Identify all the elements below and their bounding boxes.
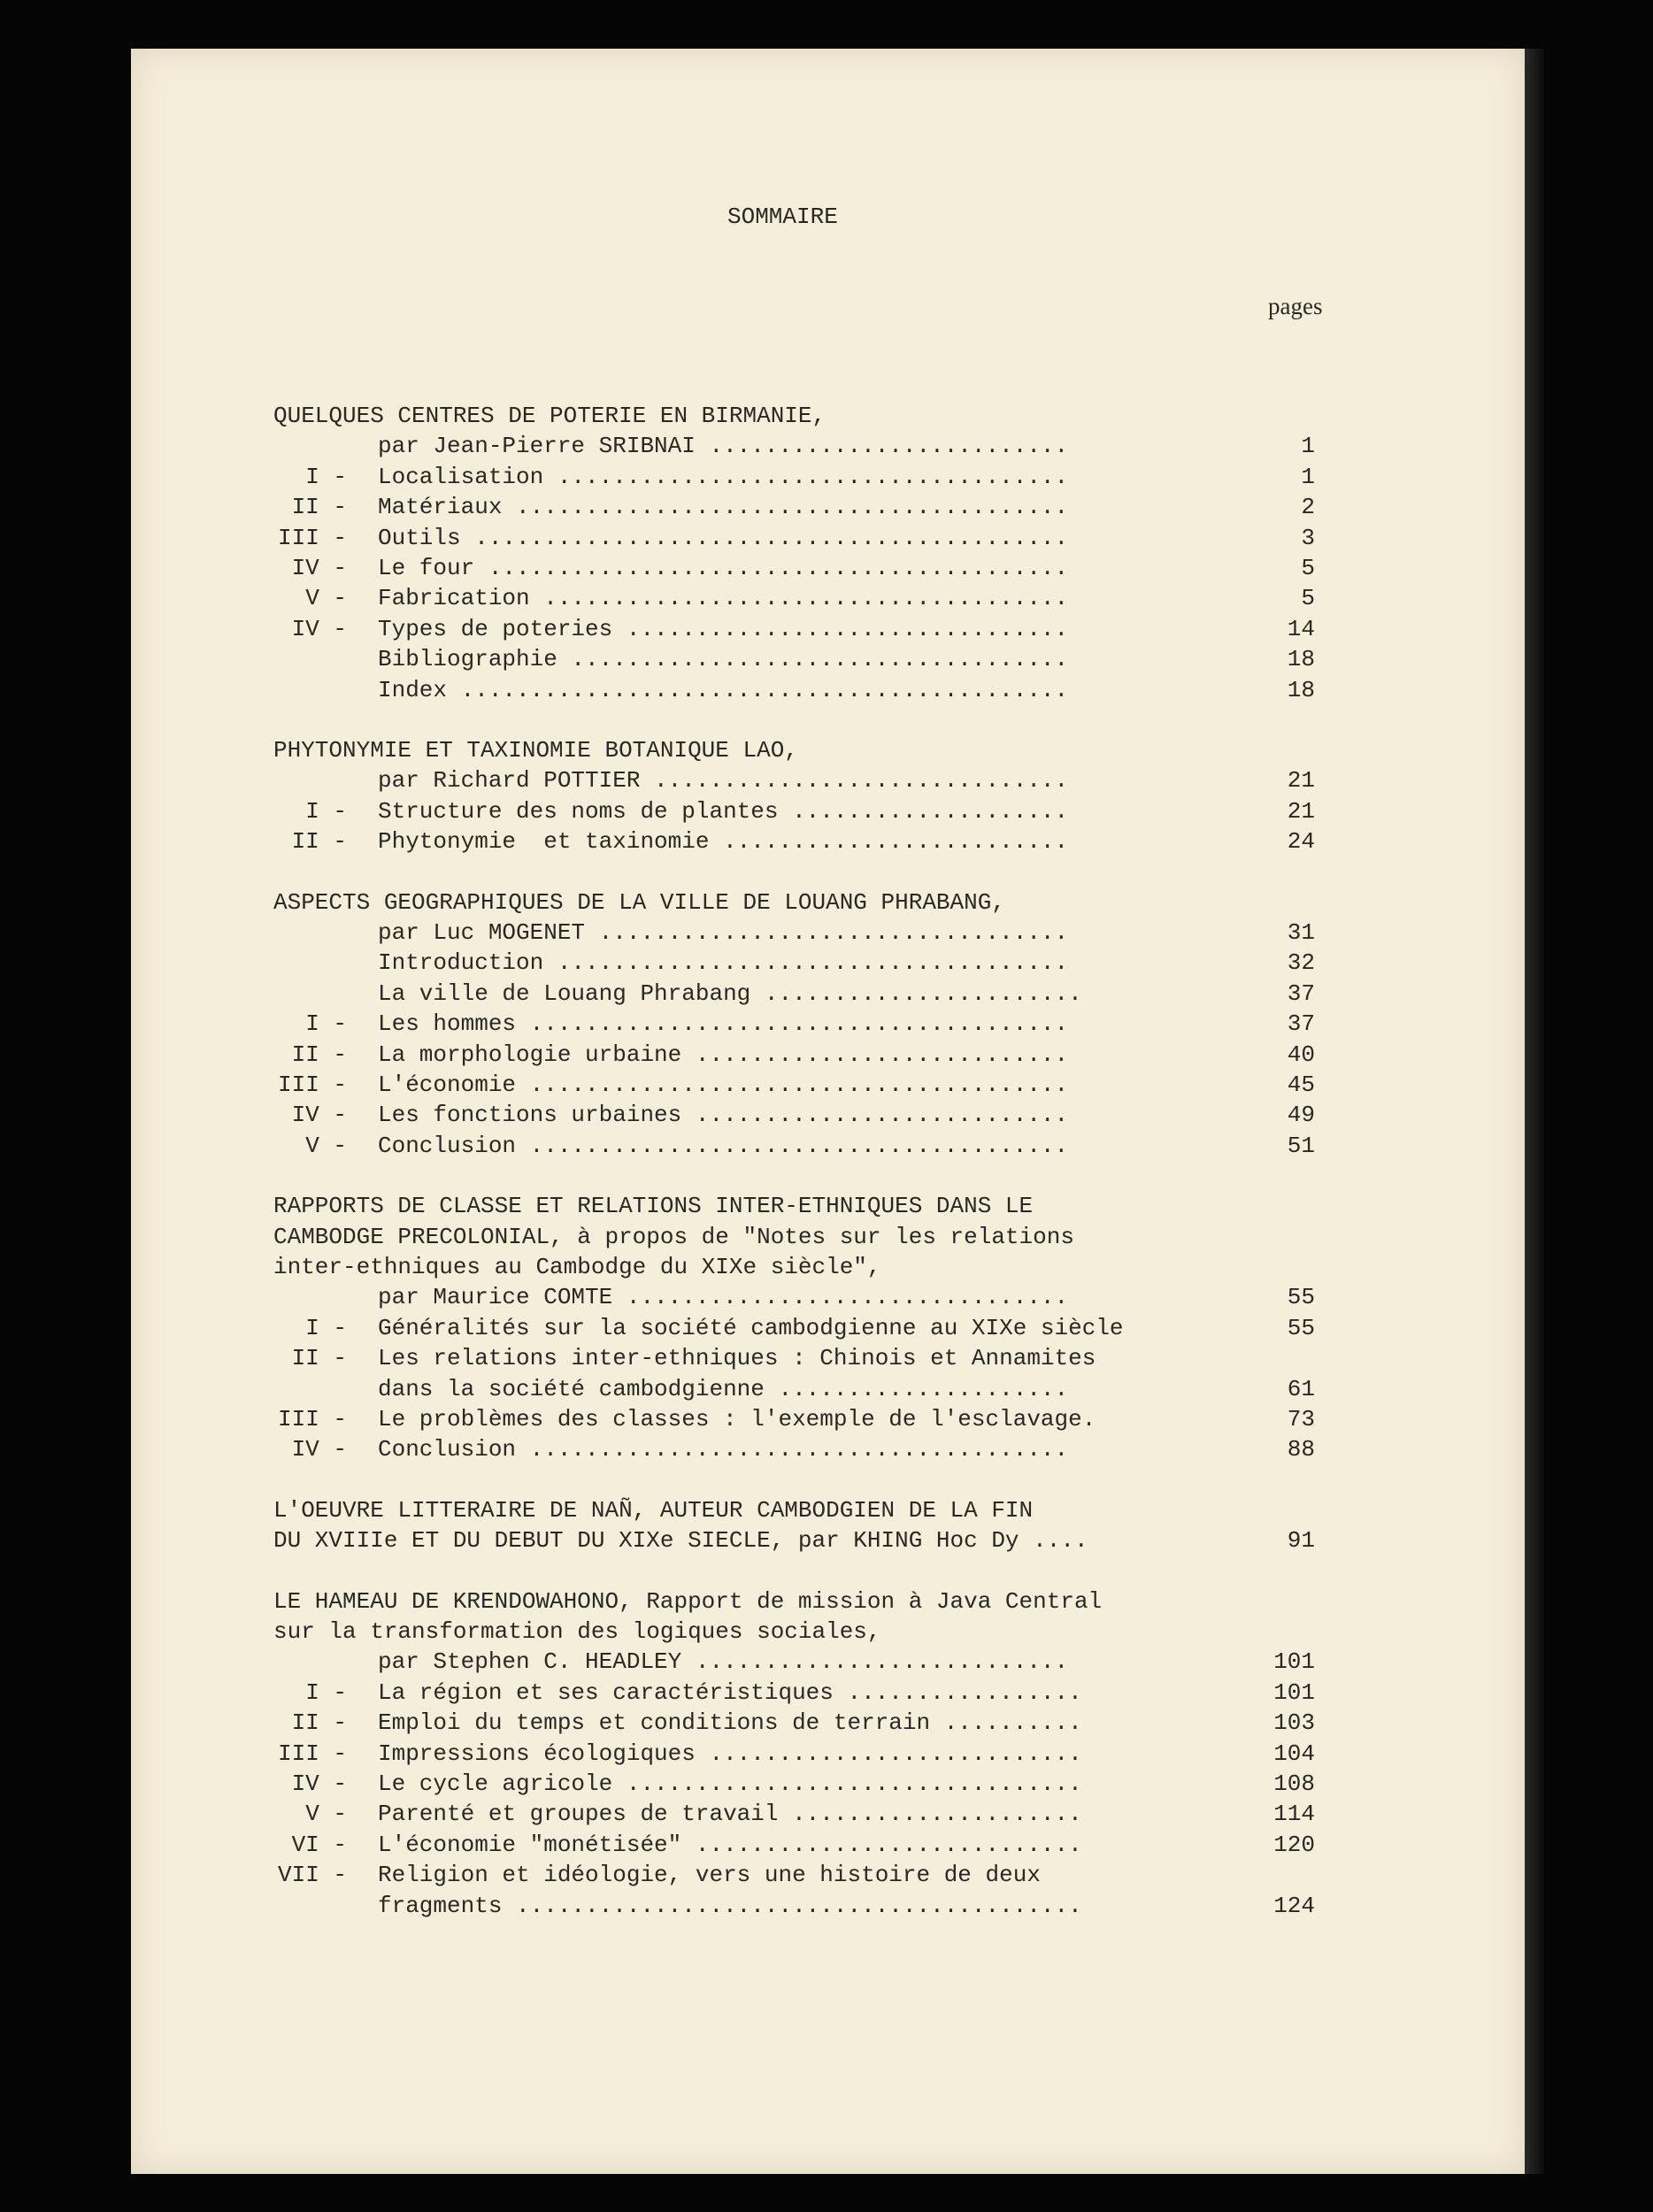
page-number: 55 xyxy=(1287,1314,1315,1341)
page-number: 104 xyxy=(1273,1740,1315,1767)
article-heading-line: inter-ethniques au Cambodge du XIXe siècle", xyxy=(273,1254,881,1280)
toc-entry-text: Types de poteries ................................ xyxy=(378,615,1069,642)
toc-entry-text: Matériaux ........................................ xyxy=(378,494,1069,521)
toc-entry-text: Le four .......................................... xyxy=(378,555,1069,581)
article-heading-line: RAPPORTS DE CLASSE ET RELATIONS INTER-ETHNIQUES DANS LE xyxy=(273,1193,1034,1220)
toc-entry-text: Index ............................................ xyxy=(378,676,1069,703)
toc-entry-text: Religion et idéologie, vers une histoire de deux xyxy=(378,1862,1041,1889)
page-number: 108 xyxy=(1273,1770,1315,1797)
page-number: 2 xyxy=(1301,494,1315,521)
article-heading-line: CAMBODGE PRECOLONIAL, à propos de "Notes sur les relations xyxy=(273,1223,1074,1250)
page-number: 21 xyxy=(1287,797,1315,825)
section-number: IV - xyxy=(291,1770,347,1797)
page-number: 49 xyxy=(1287,1102,1315,1129)
article-heading-line: ASPECTS GEOGRAPHIQUES DE LA VILLE DE LOUANG PHRABANG, xyxy=(273,888,1005,916)
toc-entry-text: Les fonctions urbaines ........................... xyxy=(378,1102,1069,1129)
page-number: 51 xyxy=(1287,1132,1315,1159)
toc-entry-text: Phytonymie et taxinomie ......................... xyxy=(378,828,1069,856)
toc-entry-text: Généralités sur la société cambodgienne au XIXe siècle xyxy=(378,1314,1124,1341)
toc-entry-text: Localisation ..................................... xyxy=(378,463,1069,490)
toc-entry-text: Le problèmes des classes : l'exemple de l'esclavage. xyxy=(378,1406,1096,1432)
toc-entry-text: Parenté et groupes de travail ..................... xyxy=(378,1801,1082,1828)
article-heading-line: PHYTONYMIE ET TAXINOMIE BOTANIQUE LAO, xyxy=(273,737,798,764)
page-number: 3 xyxy=(1301,524,1315,551)
section-number: V - xyxy=(305,585,347,612)
section-number: I - xyxy=(305,1010,347,1038)
article-heading-line: QUELQUES CENTRES DE POTERIE EN BIRMANIE, xyxy=(273,403,826,429)
section-number: I - xyxy=(305,797,347,825)
page-number: 61 xyxy=(1287,1375,1315,1402)
section-number: III - xyxy=(277,524,347,551)
toc-entry-text: Bibliographie .................................... xyxy=(378,646,1069,673)
page-number: 103 xyxy=(1273,1709,1315,1737)
page-number: 40 xyxy=(1287,1041,1315,1068)
article-heading-line: L'OEUVRE LITTERAIRE DE NAÑ, AUTEUR CAMBODGIEN DE LA FIN xyxy=(273,1496,1034,1524)
section-number: III - xyxy=(277,1406,347,1432)
toc-entry-text: Emploi du temps et conditions de terrain .......... xyxy=(378,1709,1082,1737)
section-number: II - xyxy=(291,1709,347,1737)
toc-entry-text: fragments ......................................... xyxy=(378,1892,1082,1919)
section-number: V - xyxy=(305,1132,347,1159)
section-number: I - xyxy=(305,1678,347,1706)
toc-entry-text: Introduction ..................................... xyxy=(378,949,1069,977)
page-number: 5 xyxy=(1301,585,1315,612)
toc-entry-text: Le cycle agricole ................................. xyxy=(378,1770,1082,1797)
section-number: III - xyxy=(277,1740,347,1767)
toc-entry-text: Outils ........................................... xyxy=(378,524,1069,551)
page-number: 101 xyxy=(1273,1648,1315,1676)
toc-entry-text: La morphologie urbaine ........................... xyxy=(378,1041,1069,1068)
page-number: 21 xyxy=(1287,767,1315,795)
section-number: II - xyxy=(291,828,347,856)
toc-entry-text: Conclusion ....................................... xyxy=(378,1436,1069,1463)
section-number: VII - xyxy=(277,1862,347,1889)
page-number: 31 xyxy=(1287,919,1315,946)
document-page xyxy=(131,49,1525,2174)
page-number: 37 xyxy=(1287,1010,1315,1038)
page-number: 18 xyxy=(1287,676,1315,703)
section-number: I - xyxy=(305,463,347,490)
toc-entry-text: par Jean-Pierre SRIBNAI .......................... xyxy=(378,433,1069,460)
section-number: IV - xyxy=(291,615,347,642)
page-number: 91 xyxy=(1287,1527,1315,1555)
pages-column-header: pages xyxy=(1268,293,1323,319)
toc-entry-text: Impressions écologiques ........................... xyxy=(378,1740,1082,1767)
page-number: 73 xyxy=(1287,1406,1315,1432)
toc-entry-text: par Maurice COMTE ................................ xyxy=(378,1284,1069,1311)
page-number: 14 xyxy=(1287,615,1315,642)
page-number: 1 xyxy=(1301,433,1315,460)
page-edge xyxy=(1525,49,1544,2174)
page-number: 101 xyxy=(1273,1678,1315,1706)
section-number: III - xyxy=(277,1071,347,1098)
page-number: 32 xyxy=(1287,949,1315,977)
page-number: 114 xyxy=(1273,1801,1315,1828)
page-number: 88 xyxy=(1287,1436,1315,1463)
toc-entry-text: L'économie ....................................... xyxy=(378,1071,1069,1098)
page-number: 18 xyxy=(1287,646,1315,673)
toc-entry-text: Les relations inter-ethniques : Chinois et Annamites xyxy=(378,1345,1096,1372)
toc-entry-text: par Luc MOGENET .................................. xyxy=(378,919,1069,946)
toc-entry-text: Les hommes ....................................... xyxy=(378,1010,1069,1038)
article-heading-line: DU XVIIIe ET DU DEBUT DU XIXe SIECLE, par KHING Hoc Dy .... xyxy=(273,1527,1088,1555)
toc-entry-text: L'économie "monétisée" ............................ xyxy=(378,1831,1082,1858)
section-number: IV - xyxy=(291,1102,347,1129)
page-number: 124 xyxy=(1273,1892,1315,1919)
section-number: IV - xyxy=(291,1436,347,1463)
page-number: 45 xyxy=(1287,1071,1315,1098)
page-number: 1 xyxy=(1301,463,1315,490)
toc-entry-text: Structure des noms de plantes .................... xyxy=(378,797,1069,825)
document-title: SOMMAIRE xyxy=(727,204,838,230)
section-number: IV - xyxy=(291,555,347,581)
page-number: 55 xyxy=(1287,1284,1315,1311)
toc-entry-text: Conclusion ....................................... xyxy=(378,1132,1069,1159)
page-number: 120 xyxy=(1273,1831,1315,1858)
section-number: V - xyxy=(305,1801,347,1828)
article-heading-line: LE HAMEAU DE KRENDOWAHONO, Rapport de mission à Java Central xyxy=(273,1587,1103,1615)
page-number: 5 xyxy=(1301,555,1315,581)
page-number: 37 xyxy=(1287,979,1315,1007)
page-number: 24 xyxy=(1287,828,1315,856)
article-heading-line: sur la transformation des logiques sociales, xyxy=(273,1618,881,1645)
section-number: I - xyxy=(305,1314,347,1341)
toc-entry-text: Fabrication ...................................... xyxy=(378,585,1069,612)
toc-entry-text: La ville de Louang Phrabang ....................... xyxy=(378,979,1082,1007)
section-number: II - xyxy=(291,494,347,521)
section-number: II - xyxy=(291,1345,347,1372)
section-number: VI - xyxy=(291,1831,347,1858)
toc-entry-text: par Stephen C. HEADLEY ........................... xyxy=(378,1648,1069,1676)
section-number: II - xyxy=(291,1041,347,1068)
toc-entry-text: La région et ses caractéristiques ................. xyxy=(378,1678,1082,1706)
toc-entry-text: par Richard POTTIER .............................. xyxy=(378,767,1069,795)
toc-entry-text: dans la société cambodgienne ..................... xyxy=(378,1375,1069,1402)
